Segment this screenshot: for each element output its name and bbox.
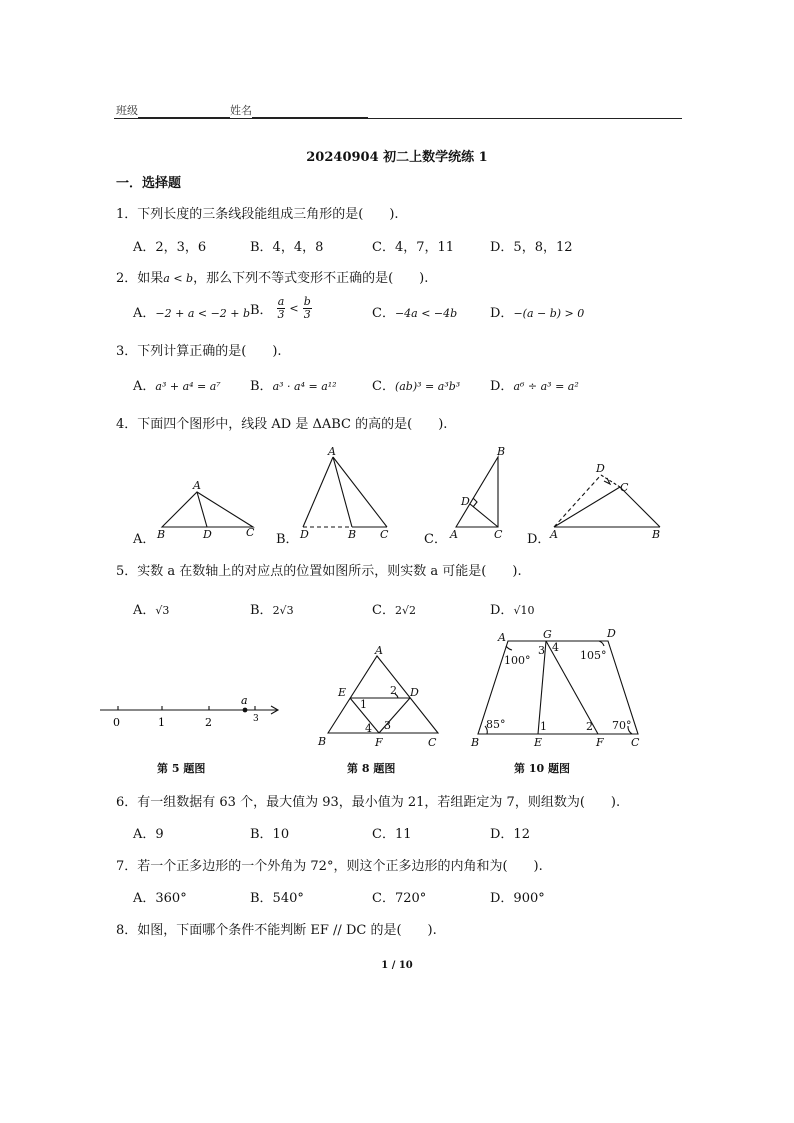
svg-text:A: A xyxy=(550,528,558,541)
q2-condition: a < b xyxy=(163,272,194,285)
q4-option-a-label: A． xyxy=(133,532,156,547)
q2-option-b: B． $\frac{a}{3}$ < $\frac{b}{3}$ xyxy=(250,295,311,321)
q4-option-c-label: C． xyxy=(424,532,447,547)
svg-text:C: C xyxy=(246,526,255,539)
q3-option-d: D．a⁶ ÷ a³ = a² xyxy=(490,379,579,394)
svg-text:2: 2 xyxy=(586,720,593,733)
page-number: 1 / 10 xyxy=(381,960,413,971)
q4-option-b-label: B． xyxy=(276,532,299,547)
svg-text:A: A xyxy=(498,631,506,644)
fig5-caption: 第 5 题图 xyxy=(157,762,206,775)
q1-option-a: A．2，3，6 xyxy=(133,240,207,255)
svg-text:C: C xyxy=(631,736,640,749)
svg-text:D: D xyxy=(596,462,605,475)
svg-text:4: 4 xyxy=(552,641,559,654)
fig8-caption: 第 8 题图 xyxy=(347,762,396,775)
class-label: 班级 xyxy=(116,104,138,117)
svg-text:C: C xyxy=(380,528,389,541)
svg-text:E: E xyxy=(338,686,347,699)
q5-option-a: A．√3 xyxy=(133,603,170,618)
svg-text:3: 3 xyxy=(538,644,545,657)
question-1: 1．下列长度的三条线段能组成三角形的是( ). xyxy=(116,207,399,222)
tick-2: 2 xyxy=(205,716,212,729)
svg-text:B: B xyxy=(318,735,327,748)
q2-option-a: A．−2 + a < −2 + b xyxy=(133,306,251,321)
q4-figures xyxy=(140,440,680,545)
q7-option-d: D．900° xyxy=(490,891,545,906)
q1-option-d: D．5，8，12 xyxy=(490,240,573,255)
svg-text:D: D xyxy=(203,528,212,541)
svg-text:F: F xyxy=(375,736,383,749)
fig5-number-line xyxy=(95,690,285,735)
svg-text:A: A xyxy=(193,479,201,492)
fig10-caption: 第 10 题图 xyxy=(514,762,570,775)
question-8: 8．如图，下面哪个条件不能判断 EF // DC 的是( ). xyxy=(116,923,437,938)
class-blank xyxy=(138,105,230,118)
question-3: 3．下列计算正确的是( ). xyxy=(116,344,282,359)
q3-option-c: C．(ab)³ = a³b³ xyxy=(372,379,461,394)
svg-text:A: A xyxy=(375,644,383,657)
q7-option-b: B．540° xyxy=(250,891,304,906)
header-rule xyxy=(114,118,682,119)
svg-text:B: B xyxy=(471,736,480,749)
svg-text:A: A xyxy=(328,445,336,458)
fig10-quadrilateral xyxy=(468,626,648,751)
q4-option-d-label: D． xyxy=(527,532,551,547)
q2-text-pre: 2．如果 xyxy=(116,271,164,286)
q6-option-d: D．12 xyxy=(490,827,530,842)
svg-text:D: D xyxy=(461,495,470,508)
q7-option-a: A．360° xyxy=(133,891,187,906)
q1-option-c: C．4，7，11 xyxy=(372,240,455,255)
svg-text:C: C xyxy=(494,528,503,541)
q5-option-d: D．√10 xyxy=(490,603,535,618)
svg-text:4: 4 xyxy=(365,722,372,735)
svg-text:G: G xyxy=(543,628,552,641)
tick-0: 0 xyxy=(113,716,120,729)
q2-text-post: ，那么下列不等式变形不正确的是( ). xyxy=(193,271,429,286)
svg-text:1: 1 xyxy=(540,720,547,733)
q1-option-b: B．4，4，8 xyxy=(250,240,324,255)
svg-text:A: A xyxy=(450,528,458,541)
svg-text:C: C xyxy=(428,736,437,749)
q3-option-b: B．a³ · a⁴ = a¹² xyxy=(250,379,337,394)
angle-100: 100° xyxy=(504,654,531,667)
svg-text:D: D xyxy=(410,686,419,699)
name-blank xyxy=(252,105,368,118)
angle-85: 85° xyxy=(486,718,506,731)
q6-option-b: B．10 xyxy=(250,827,290,842)
point-a-label: a xyxy=(241,694,248,707)
question-5: 5．实数 a 在数轴上的对应点的位置如图所示，则实数 a 可能是( ). xyxy=(116,564,522,579)
question-4: 4．下面四个图形中，线段 AD 是 ΔABC 的高的是( ). xyxy=(116,417,448,432)
name-label: 姓名 xyxy=(230,104,252,117)
svg-text:B: B xyxy=(652,528,661,541)
q5-option-c: C．2√2 xyxy=(372,603,416,618)
fig8-triangle xyxy=(310,640,450,750)
q2-option-d: D．−(a − b) > 0 xyxy=(490,306,585,321)
q3-option-a: A．a³ + a⁴ = a⁷ xyxy=(133,379,221,394)
svg-text:D: D xyxy=(607,627,616,640)
svg-text:C: C xyxy=(620,481,629,494)
q6-option-c: C．11 xyxy=(372,827,412,842)
q5-option-b: B．2√3 xyxy=(250,603,294,618)
tick-1: 1 xyxy=(158,716,165,729)
q7-option-c: C．720° xyxy=(372,891,427,906)
svg-text:B: B xyxy=(157,528,166,541)
q6-option-a: A．9 xyxy=(133,827,164,842)
svg-text:1: 1 xyxy=(360,698,367,711)
svg-text:D: D xyxy=(300,528,309,541)
svg-text:E: E xyxy=(534,736,543,749)
svg-text:2: 2 xyxy=(390,684,397,697)
q2-option-c: C．−4a < −4b xyxy=(372,306,458,321)
svg-text:B: B xyxy=(497,445,506,458)
svg-text:B: B xyxy=(348,528,357,541)
page-title: 20240904 初二上数学统练 1 xyxy=(306,150,488,165)
question-2 xyxy=(116,267,428,286)
angle-105: 105° xyxy=(580,649,607,662)
angle-70: 70° xyxy=(612,719,632,732)
section-heading: 一．选择题 xyxy=(116,176,182,191)
header-fields xyxy=(116,102,368,118)
svg-text:F: F xyxy=(596,736,604,749)
svg-text:3: 3 xyxy=(384,719,391,732)
tick-3: 3 xyxy=(253,714,259,724)
question-6: 6．有一组数据有 63 个，最大值为 93，最小值为 21，若组距定为 7，则组数为( ). xyxy=(116,795,621,810)
question-7: 7．若一个正多边形的一个外角为 72°，则这个正多边形的内角和为( ). xyxy=(116,859,543,874)
